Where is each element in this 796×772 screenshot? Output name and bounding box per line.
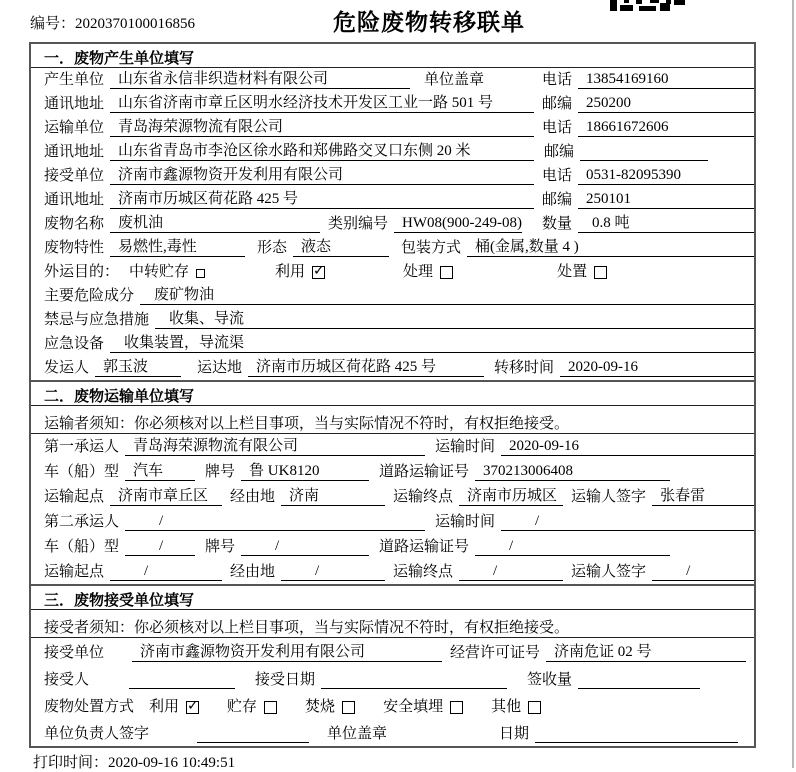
manifest-form <box>29 42 756 748</box>
form-label: 形态 <box>257 240 288 256</box>
quantity-value: 0.8 吨 <box>578 214 754 233</box>
emergency-value: 收集、导流 <box>155 310 754 329</box>
section3-header: 三．废物接受单位填写 <box>31 586 754 610</box>
disposal-option-burn: 焚烧 <box>305 698 355 716</box>
unit-seal-label: 单位盖章 <box>424 72 485 88</box>
sign-label: 运输人签字 <box>571 489 647 505</box>
checkbox-icon <box>528 701 541 714</box>
section-transporter <box>31 380 754 584</box>
via-label: 经由地 <box>230 489 276 505</box>
print-time-value: 2020-09-16 10:49:51 <box>108 755 236 771</box>
via2-value: / <box>281 562 385 581</box>
vehicle1-value: 汽车 <box>125 462 195 481</box>
vehicle2-value: / <box>125 537 195 556</box>
vehicle1-row <box>31 459 754 484</box>
transporter-phone-value: 18661672606 <box>578 118 754 137</box>
phone-label: 电话 <box>541 168 572 184</box>
print-time <box>33 751 235 772</box>
carrier1-row <box>31 434 754 459</box>
receiver-address-row <box>31 188 754 212</box>
unit-date-value <box>535 742 738 743</box>
producer-value: 山东省永信非织造材料有限公司 <box>110 70 410 89</box>
shipper-row <box>31 356 754 380</box>
sign1-value: 张春雷 <box>652 487 754 506</box>
purpose-option-treat: 处理 <box>403 263 453 281</box>
vehicle-label: 车（船）型 <box>44 464 120 480</box>
serial-number <box>30 12 195 33</box>
head-sign-value <box>197 742 309 743</box>
waste-traits-row <box>31 236 754 260</box>
receiver-address-value: 济南市历城区荷花路 425 号 <box>110 190 534 209</box>
head-sign-label: 单位负责人签字 <box>44 726 150 742</box>
accept-date-value <box>321 688 507 689</box>
unit-seal-label: 单位盖章 <box>327 726 388 742</box>
origin2-value: / <box>110 562 222 581</box>
receiver-phone-value: 0531-82095390 <box>578 166 754 185</box>
page-right-edge <box>792 0 794 768</box>
vehicle2-row <box>31 534 754 559</box>
origin-label: 运输起点 <box>44 564 105 580</box>
disposal-option-landfill: 安全填埋 <box>383 698 463 716</box>
phone-label: 电话 <box>541 120 572 136</box>
quantity-label: 数量 <box>541 216 572 232</box>
checkbox-icon <box>440 266 453 279</box>
transporter-address-row <box>31 140 754 164</box>
carrier2-label: 第二承运人 <box>44 514 120 530</box>
end1-value: 济南市历城区 <box>459 487 563 506</box>
license-label: 道路运输证号 <box>379 464 470 480</box>
print-time-label: 打印时间： <box>33 755 109 771</box>
transporter-zip-value <box>580 160 708 161</box>
plate1-value: 鲁 UK8120 <box>241 462 369 481</box>
checkbox-icon <box>186 701 199 714</box>
route1-row <box>31 484 754 509</box>
transporter-value: 青岛海荣源物流有限公司 <box>110 118 534 137</box>
producer-zip-value: 250200 <box>578 94 754 113</box>
packing-label: 包装方式 <box>401 240 462 256</box>
plate2-value: / <box>241 537 369 556</box>
form-value: 液态 <box>293 238 389 257</box>
waste-name-value: 废机油 <box>110 214 320 233</box>
traits-label: 废物特性 <box>44 240 105 256</box>
transporter-address-value: 山东省青岛市李沧区徐水路和郑佛路交叉口东侧 20 米 <box>110 142 534 161</box>
qr-code-fragment <box>610 0 686 11</box>
carrier1-time-value: 2020-09-16 <box>501 437 754 456</box>
sign2-value: / <box>652 562 754 581</box>
receiver-zip-value: 250101 <box>578 190 754 209</box>
plate-label: 牌号 <box>205 464 236 480</box>
checkbox-icon <box>450 701 463 714</box>
accept-unit-value: 济南市鑫源物资开发利用有限公司 <box>132 643 442 662</box>
purpose-row <box>31 260 754 284</box>
serial-label: 编号： <box>30 16 76 32</box>
transport-time-label: 运输时间 <box>435 439 496 455</box>
origin-label: 运输起点 <box>44 489 105 505</box>
equipment-value: 收集装置，导流渠 <box>110 334 754 353</box>
checkbox-icon <box>312 266 325 279</box>
transport-time-label: 运输时间 <box>435 514 496 530</box>
sign-qty-label: 签收量 <box>527 672 573 688</box>
section1-header: 一．废物产生单位填写 <box>31 44 754 68</box>
traits-value: 易燃性,毒性 <box>110 238 245 257</box>
section-receiver <box>31 584 754 746</box>
emergency-row <box>31 308 754 332</box>
zip-label: 邮编 <box>541 96 572 112</box>
carrier2-time-value: / <box>501 512 754 531</box>
transporter-label: 运输单位 <box>44 120 105 136</box>
checkbox-icon <box>264 701 277 714</box>
shipper-value: 郭玉波 <box>95 358 181 377</box>
hazard-label: 主要危险成分 <box>44 288 135 304</box>
origin1-value: 济南市章丘区 <box>110 487 222 506</box>
producer-address-row <box>31 92 754 116</box>
license1-value: 370213006408 <box>475 462 670 481</box>
receiver-notice: 接受者须知：你必须核对以上栏目事项，当与实际情况不符时，有权拒绝接受。 <box>31 610 754 638</box>
sign-qty-value <box>578 688 700 689</box>
acceptor-value <box>129 688 235 689</box>
serial-value: 2020370100016856 <box>75 16 196 32</box>
destination-label: 运达地 <box>197 360 243 376</box>
address-label: 通讯地址 <box>44 96 105 112</box>
acceptor-row <box>31 665 754 692</box>
receiver-value: 济南市鑫源物资开发利用有限公司 <box>110 166 534 185</box>
accept-unit-row <box>31 638 754 665</box>
end-label: 运输终点 <box>393 564 454 580</box>
disposal-option-store: 贮存 <box>227 698 277 716</box>
hazard-row <box>31 284 754 308</box>
page-title: 危险废物转移联单 <box>333 9 525 35</box>
category-label: 类别编号 <box>328 216 389 232</box>
producer-label: 产生单位 <box>44 72 105 88</box>
shipper-label: 发运人 <box>44 360 90 376</box>
receiver-row <box>31 164 754 188</box>
vehicle-label: 车（船）型 <box>44 539 120 555</box>
address-label: 通讯地址 <box>44 192 105 208</box>
waste-name-label: 废物名称 <box>44 216 105 232</box>
via-label: 经由地 <box>230 564 276 580</box>
producer-address-value: 山东省济南市章丘区明水经济技术开发区工业一路 501 号 <box>110 94 534 113</box>
zip-label: 邮编 <box>541 192 572 208</box>
route2-row <box>31 559 754 584</box>
license2-value: / <box>475 537 670 556</box>
head-sign-row <box>31 719 754 746</box>
transfer-date-value: 2020-09-16 <box>560 358 754 377</box>
producer-row <box>31 68 754 92</box>
phone-label: 电话 <box>541 72 572 88</box>
permit-label: 经营许可证号 <box>450 645 541 661</box>
waste-name-row <box>31 212 754 236</box>
end-label: 运输终点 <box>393 489 454 505</box>
accept-unit-label: 接受单位 <box>44 645 105 661</box>
address-label: 通讯地址 <box>44 144 105 160</box>
acceptor-label: 接受人 <box>44 672 90 688</box>
emergency-label: 禁忌与应急措施 <box>44 312 150 328</box>
purpose-option-transfer-storage: 中转贮存 <box>129 263 205 281</box>
disposal-label: 废物处置方式 <box>44 699 135 715</box>
equipment-label: 应急设备 <box>44 336 105 352</box>
license-label: 道路运输证号 <box>379 539 470 555</box>
receiver-label: 接受单位 <box>44 168 105 184</box>
plate-label: 牌号 <box>205 539 236 555</box>
permit-value: 济南危证 02 号 <box>546 643 746 662</box>
end2-value: / <box>459 562 563 581</box>
carrier2-row <box>31 509 754 534</box>
transfer-date-label: 转移时间 <box>494 360 555 376</box>
equipment-row <box>31 332 754 356</box>
checkbox-icon <box>594 266 607 279</box>
section-producer <box>31 44 754 380</box>
zip-label: 邮编 <box>543 144 574 160</box>
disposal-option-other: 其他 <box>491 698 541 716</box>
transporter-row <box>31 116 754 140</box>
sign-label: 运输人签字 <box>571 564 647 580</box>
purpose-label: 外运目的： <box>44 264 120 280</box>
carrier1-value: 青岛海荣源物流有限公司 <box>125 437 425 456</box>
checkbox-icon <box>342 701 355 714</box>
producer-phone-value: 13854169160 <box>578 70 754 89</box>
purpose-option-use: 利用 ✓ <box>275 263 325 281</box>
accept-date-label: 接受日期 <box>255 672 316 688</box>
hazard-value: 废矿物油 <box>140 286 754 305</box>
checkbox-icon <box>196 269 205 278</box>
destination-value: 济南市历城区荷花路 425 号 <box>248 358 484 377</box>
disposal-row <box>31 692 754 719</box>
disposal-option-use: 利用 ✓ <box>149 698 199 716</box>
transporter-notice: 运输者须知：你必须核对以上栏目事项，当与实际情况不符时，有权拒绝接受。 <box>31 406 754 434</box>
date-label: 日期 <box>499 726 530 742</box>
carrier2-value: / <box>125 512 425 531</box>
carrier1-label: 第一承运人 <box>44 439 120 455</box>
category-value: HW08(900-249-08) <box>394 214 522 233</box>
section2-header: 二．废物运输单位填写 <box>31 382 754 406</box>
packing-value: 桶(金属,数量 4 ) <box>467 238 754 257</box>
via1-value: 济南 <box>281 487 385 506</box>
purpose-option-dispose: 处置 <box>557 263 607 281</box>
